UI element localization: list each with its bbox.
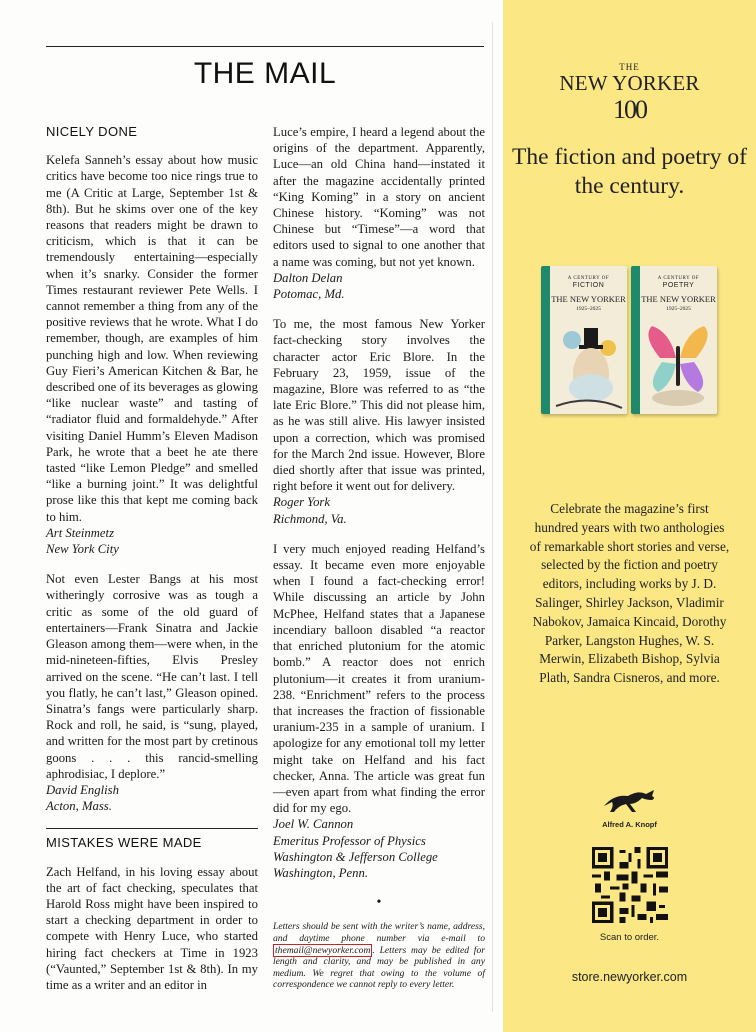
- fiction-book-cover[interactable]: [541, 266, 627, 414]
- letter: [46, 571, 258, 814]
- letter-author-title: Emeritus Professor of Physics: [273, 833, 426, 848]
- top-rule: [46, 46, 484, 47]
- letter-author: Art Steinmetz: [46, 525, 115, 540]
- section-heading-nicely-done: NICELY DONE: [46, 124, 138, 139]
- ad-logo-brand: NEW YORKER: [559, 71, 700, 95]
- section-heading-mistakes: MISTAKES WERE MADE: [46, 828, 258, 851]
- book-spine: [541, 266, 550, 414]
- letter-location: Washington, Penn.: [273, 865, 369, 880]
- advertisement-panel: [503, 0, 756, 1032]
- ad-logo-number: 100: [613, 95, 646, 124]
- email-link[interactable]: themail@newyorker.com: [275, 944, 371, 956]
- letter-author: Dalton Delan: [273, 270, 343, 285]
- book-line: FICTION: [572, 282, 605, 289]
- letter: [273, 316, 485, 527]
- publisher-name: Alfred A. Knopf: [602, 820, 657, 829]
- ad-logo-the: THE: [619, 62, 640, 72]
- qr-code[interactable]: [592, 847, 668, 923]
- letter-author: David English: [46, 782, 119, 797]
- letter: [273, 124, 485, 302]
- book-line: THE NEW YORKER: [551, 294, 626, 304]
- scan-to-order-label: Scan to order.: [599, 932, 660, 943]
- gutter-line: [492, 22, 493, 1012]
- letter: [273, 541, 485, 881]
- book-front: [550, 266, 627, 414]
- submission-note-text: Letters should be sent with the writer’s name, address, and daytime phone number via e-mail to: [273, 921, 485, 944]
- book-line: 1925–2025: [666, 306, 691, 312]
- right-column: [273, 124, 485, 991]
- knopf-borzoi-logo: [600, 784, 660, 814]
- letter-author-school: Washington & Jefferson College: [273, 849, 438, 864]
- book-line: 1925–2025: [576, 306, 601, 312]
- letter-author: Joel W. Cannon: [273, 817, 354, 832]
- letter-location: Acton, Mass.: [46, 799, 112, 814]
- poetry-book-cover[interactable]: [631, 266, 717, 414]
- letter-body: I very much enjoyed reading Helfand’s essay. It became even more enjoyable when I found a fact-checking error! While discussing an article by John McPhee, Helfand states that a Japanese incendiary balloon disabled “a reactor that enriched plutonium for the atomic bomb.” A reactor does not enrich plutonium—it creates it from uranium-238. “Enrichment” refers to the process that increases the fraction of fissionable uranium-235 in a sample of uranium. I apologize for any emotional toll my letter might take on Helfand and his fact checker, Anna. The article was great fun—even apart from what finding the error did for my ego.: [273, 541, 485, 816]
- left-column: [46, 124, 258, 993]
- book-front: [640, 266, 717, 414]
- letter-body: Zach Helfand, in his loving essay about the art of fact checking, speculates that Harold Ross might have been inspired to start a checking department in order to compete with Henry Luce, who started hiring fact checkers at Time in 1923 (“Vaunted,” September 1st & 8th). In my time as a writer and an editor in: [46, 864, 258, 992]
- submission-note-text: . Letters may be edited for length and clarity, and may be published in any medium. We regret that owing to the volume of correspondence we cannot reply to every letter.: [273, 944, 485, 991]
- store-url[interactable]: store.newyorker.com: [571, 970, 688, 984]
- letter-body: Kelefa Sanneh’s essay about how music critics have become too nice rings true to me (A Critic at Large, September 1st & 8th). But he skims over one of the key reasons that readers might be drawn to criticism, which is that it can be tremendously entertaining—especially when it’s snarky. Consider the former Times restaurant reviewer Pete Wells. I cannot remember a thing from any of the positive reviews that he wrote. What I do remember, though, are examples of him punching high and low. When reviewing Guy Fieri’s American Kitchen & Bar, he described one of its beverages as glowing “like nuclear waste” and tasting of “radiator fluid and formaldehyde.” After visiting Daniel Humm’s Eleven Madison Park, he wrote that a beet he ate there tasted “like Lemon Pledge” and smelled “like a burning joint.” It was delightful prose like this that kept me coming back to him.: [46, 153, 258, 524]
- book-spine: [631, 266, 640, 414]
- book-line: POETRY: [662, 282, 695, 289]
- letter-body: Not even Lester Bangs at his most witheringly corrosive was as tough a critic as some of the old guard of entertainers—Frank Sinatra and Jackie Gleason among them—were when, in the mid-nineteen-fifties, Elvis Presley arrived on the scene. “He can’t last. I tell you flatly, he can’t last,” Gleason opined. Sinatra’s fangs were particularly sharp. Rock and roll, he said, is “sung, played, and written for the most part by cretinous goons . . . this rancid-smelling aphrodisiac, I deplore.”: [46, 572, 258, 781]
- book-illustration: [640, 318, 717, 414]
- letter-body-continued: Luce’s empire, I heard a legend about the origins of the department. Apparently, Luce—an old China hand—instated it after the magazine accidentally printed “King Koming” in a story on ancient Chinese history. “Koming” was not Chinese but “Timese”—a word that editors used to signal to one another that a name was coming, but not yet known.: [273, 125, 485, 269]
- page-title: THE MAIL: [193, 57, 337, 90]
- book-line: A CENTURY OF: [657, 276, 700, 281]
- letter-body: To me, the most famous New Yorker fact-checking story involves the character actor Eric Blore. In the February 23, 1959, issue of the magazine, Blore was referred to as “the late Eric Blore.” This did not please him, as he was still alive. His lawyer insisted upon a correction, which was promised for the March 2nd issue. However, Blore died shortly after that issue was printed, right before it went out for delivery.: [273, 317, 485, 494]
- book-line: THE NEW YORKER: [641, 294, 716, 304]
- ad-tagline: The fiction and poetry of the century.: [512, 144, 747, 199]
- letter-author: Roger York: [273, 495, 330, 510]
- separator-dot: •: [376, 895, 382, 911]
- letter-location: New York City: [46, 542, 119, 557]
- letter-location: Richmond, Va.: [273, 511, 347, 526]
- letter: [46, 152, 258, 557]
- ad-description: Celebrate the magazine’s first hundred years with two anthologies of remarkable short stories and verse, selected by the fiction and poetry editors, including works by J. D. Salinger, Shirley Jackson, Vladimir Nabokov, Jamaica Kincaid, Dorothy Parker, Langston Hughes, W. S. Merwin, Elizabeth Bishop, Sylvia Plath, Sandra Cisneros, and more.: [529, 501, 730, 686]
- book-illustration: [550, 318, 627, 414]
- book-line: A CENTURY OF: [567, 276, 610, 281]
- letter-location: Potomac, Md.: [273, 287, 345, 302]
- submission-note: [273, 921, 485, 991]
